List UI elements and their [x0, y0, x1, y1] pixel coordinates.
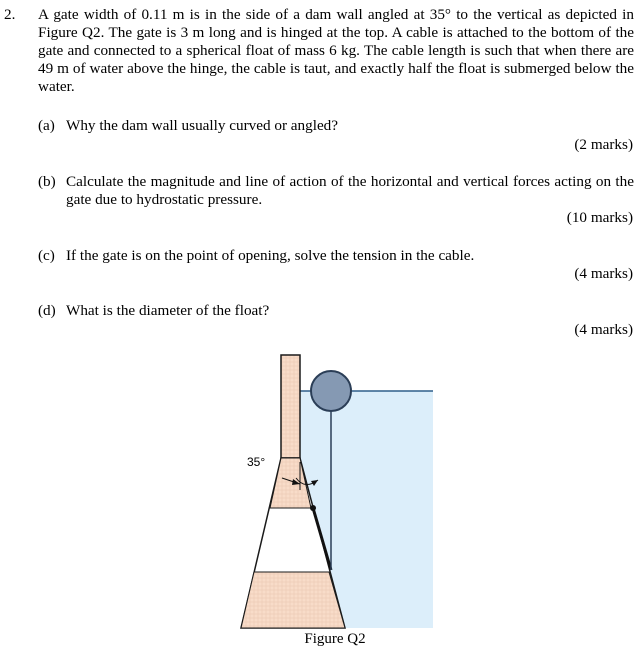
angle-label: 35°: [247, 455, 266, 469]
dam-band-base: [241, 572, 345, 628]
figure-caption: Figure Q2: [304, 631, 366, 647]
part-c-text: If the gate is on the point of opening, solve the tension in the cable.: [66, 247, 475, 264]
part-d-marks: (4 marks): [574, 321, 633, 338]
dam-wall-upper: [281, 355, 300, 458]
part-d-text: What is the diameter of the float?: [66, 302, 270, 319]
part-c-marks: (4 marks): [574, 265, 633, 282]
part-b-marks: (10 marks): [566, 209, 633, 226]
gate-hinge: [310, 505, 316, 511]
part-d-label: (d): [38, 302, 56, 319]
part-b-label: (b): [38, 173, 56, 190]
part-a-label: (a): [38, 117, 55, 134]
part-a-marks: (2 marks): [574, 136, 633, 153]
figure-q2: [0, 345, 640, 650]
question-text: A gate width of 0.11 m is in the side of a dam wall angled at 35° to the vertical as depicted in Figure Q2. The gate is 3 m long and is hinged at the top. A cable is attached to the bottom of the gate and connected to a spherical float of mass 6 kg. The cable length is such that when there are 49 m of water above the hinge, the cable is taut, and exactly half the float is submerged below the water.: [38, 6, 634, 95]
float-sphere: [311, 371, 351, 411]
part-c-label: (c): [38, 247, 55, 264]
part-a-text: Why the dam wall usually curved or angled?: [66, 117, 339, 134]
question-number: 2.: [4, 6, 16, 23]
part-b-text: Calculate the magnitude and line of action of the horizontal and vertical forces acting on the gate due to hydrostatic pressure.: [66, 173, 634, 208]
